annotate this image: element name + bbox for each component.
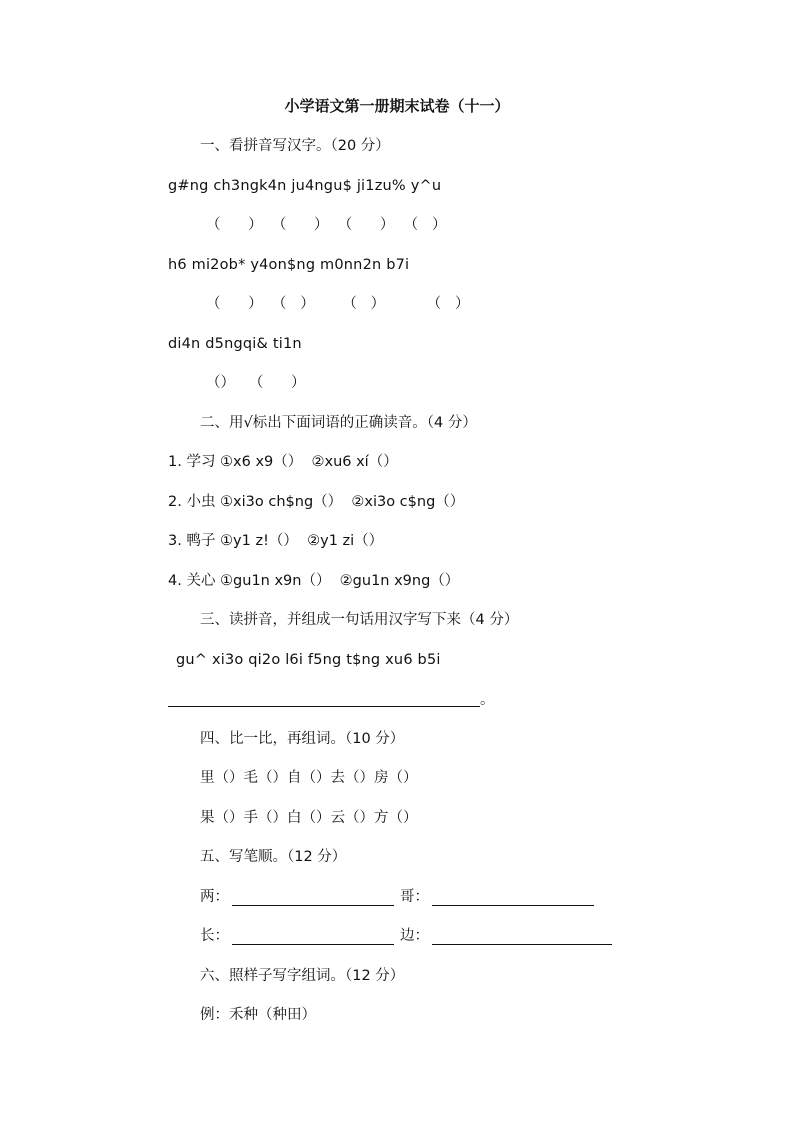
section2-item-2: 2. 小虫 ①xi3o ch$ng（） ②xi3o c$ng（） xyxy=(168,494,465,510)
stroke-line-chang xyxy=(232,944,394,945)
section1-pinyin-row1: g#ng ch3ngk4n ju4ngu$ ji1zu% y^u xyxy=(168,178,442,194)
section6-example: 例：禾种（种田） xyxy=(200,1007,316,1023)
stroke-line-liang xyxy=(232,905,394,906)
section4-row2: 果（）手（）白（）云（）方（） xyxy=(200,810,418,826)
stroke-label-bian: 边： xyxy=(400,928,429,944)
section1-blanks-row3: （） （ ） xyxy=(206,375,306,391)
section1-blanks-row1: （ ） （ ） （ ） （ ） xyxy=(206,217,447,233)
stroke-label-ge: 哥： xyxy=(400,889,429,905)
stroke-label-liang: 两： xyxy=(200,889,229,905)
page-title: 小学语文第一册期末试卷（十一） xyxy=(284,97,510,115)
section3-end-mark: 。 xyxy=(480,692,495,708)
stroke-line-ge xyxy=(432,905,594,906)
section5-heading: 五、写笔顺。（12 分） xyxy=(200,849,347,865)
section2-item-4: 4. 关心 ①gu1n x9n（） ②gu1n x9ng（） xyxy=(168,573,460,589)
section2-heading: 二、用√标出下面词语的正确读音。（4 分） xyxy=(200,415,477,431)
section2-item-1: 1. 学习 ①x6 x9（） ②xu6 xí（） xyxy=(168,454,398,470)
section3-answer-line xyxy=(168,706,480,707)
section4-heading: 四、比一比，再组词。（10 分） xyxy=(200,731,405,747)
section3-heading: 三、读拼音，并组成一句话用汉字写下来（4 分） xyxy=(200,612,519,628)
section3-pinyin: gu^ xi3o qi2o l6i f5ng t$ng xu6 b5i xyxy=(176,652,441,668)
section1-heading: 一、看拼音写汉字。（20 分） xyxy=(200,138,390,154)
section6-heading: 六、照样子写字组词。（12 分） xyxy=(200,968,405,984)
section4-row1: 里（）毛（）自（）去（）房（） xyxy=(200,770,418,786)
section2-item-3: 3. 鸭子 ①y1 z!（） ②y1 zi（） xyxy=(168,533,384,549)
section1-pinyin-row3: di4n d5ngqi& ti1n xyxy=(168,336,302,352)
stroke-label-chang: 长： xyxy=(200,928,229,944)
section1-blanks-row2: （ ） （ ） （ ） （ ） xyxy=(206,296,470,312)
section1-pinyin-row2: h6 mi2ob* y4on$ng m0nn2n b7i xyxy=(168,257,410,273)
stroke-line-bian xyxy=(432,944,612,945)
